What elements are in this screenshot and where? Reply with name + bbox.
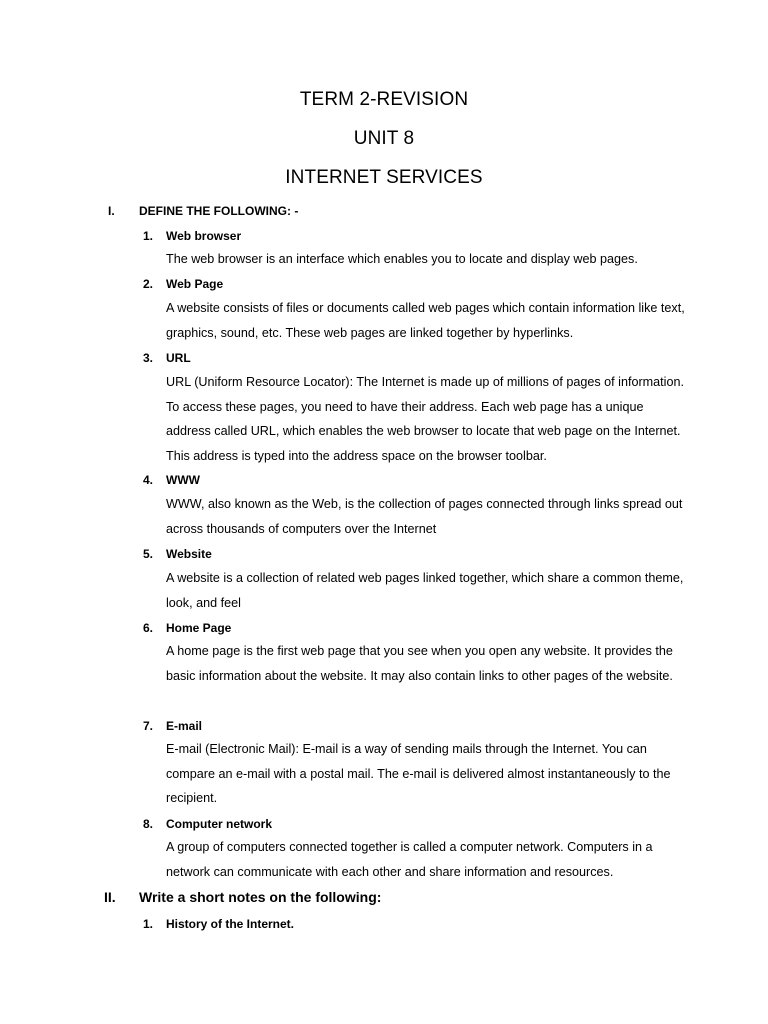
item-number: 7. [143, 719, 154, 733]
doc-title-unit: UNIT 8 [353, 128, 415, 149]
item-number: 2. [143, 277, 154, 291]
section-2-number: II. [104, 889, 116, 905]
item-number: 4. [143, 473, 154, 487]
item-definition: A website consists of files or documents called web pages which contain information like text, graphics, sound, etc. These web pages are linked together by hyperlinks. [166, 301, 685, 340]
item-definition: A website is a collection of related web pages linked together, which share a common theme, look, and feel [166, 571, 684, 610]
section-2-title: Write a short notes on the following: [139, 889, 382, 905]
item-term: Computer network [166, 817, 273, 831]
item-term: Website [166, 547, 212, 561]
item-term: Home Page [166, 621, 232, 635]
item-definition: WWW, also known as the Web, is the collection of pages connected through links spread out across thousands of computers over the Internet [166, 497, 683, 536]
item-number: 6. [143, 621, 154, 635]
item-term: URL [166, 351, 191, 365]
item-number: 1. [143, 917, 154, 931]
item-term: E-mail [166, 719, 203, 733]
item-number: 1. [143, 229, 154, 243]
item-number: 5. [143, 547, 154, 561]
item-definition: A home page is the first web page that you see when you open any website. It provides the basic information about the website. It may also contain links to other pages of the website. [166, 644, 673, 683]
item-number: 3. [143, 351, 154, 365]
section-1-title: DEFINE THE FOLLOWING: - [139, 204, 299, 218]
section-1-number: I. [108, 204, 115, 218]
item-definition: The web browser is an interface which enables you to locate and display web pages. [166, 252, 638, 266]
item-definition: A group of computers connected together is called a computer network. Computers in a network can communicate with each other and share information and resources. [166, 840, 653, 879]
item-term: Web browser [166, 229, 242, 243]
item-term: History of the Internet. [166, 917, 295, 931]
doc-title-term: TERM 2-REVISION [299, 89, 469, 110]
item-definition: URL (Uniform Resource Locator): The Internet is made up of millions of pages of information. To access these pages, you need to have their address. Each web page has a unique address called URL, which enables the web browser to locate that web page on the Internet. This address is typed into the address space on the browser toolbar. [166, 375, 684, 463]
doc-title-topic: INTERNET SERVICES [285, 167, 483, 188]
item-number: 8. [143, 817, 154, 831]
item-term: Web Page [166, 277, 224, 291]
item-definition: E-mail (Electronic Mail): E-mail is a way of sending mails through the Internet. You can compare an e-mail with a postal mail. The e-mail is delivered almost instantaneously to the recipient. [166, 742, 671, 806]
item-term: WWW [166, 473, 200, 487]
